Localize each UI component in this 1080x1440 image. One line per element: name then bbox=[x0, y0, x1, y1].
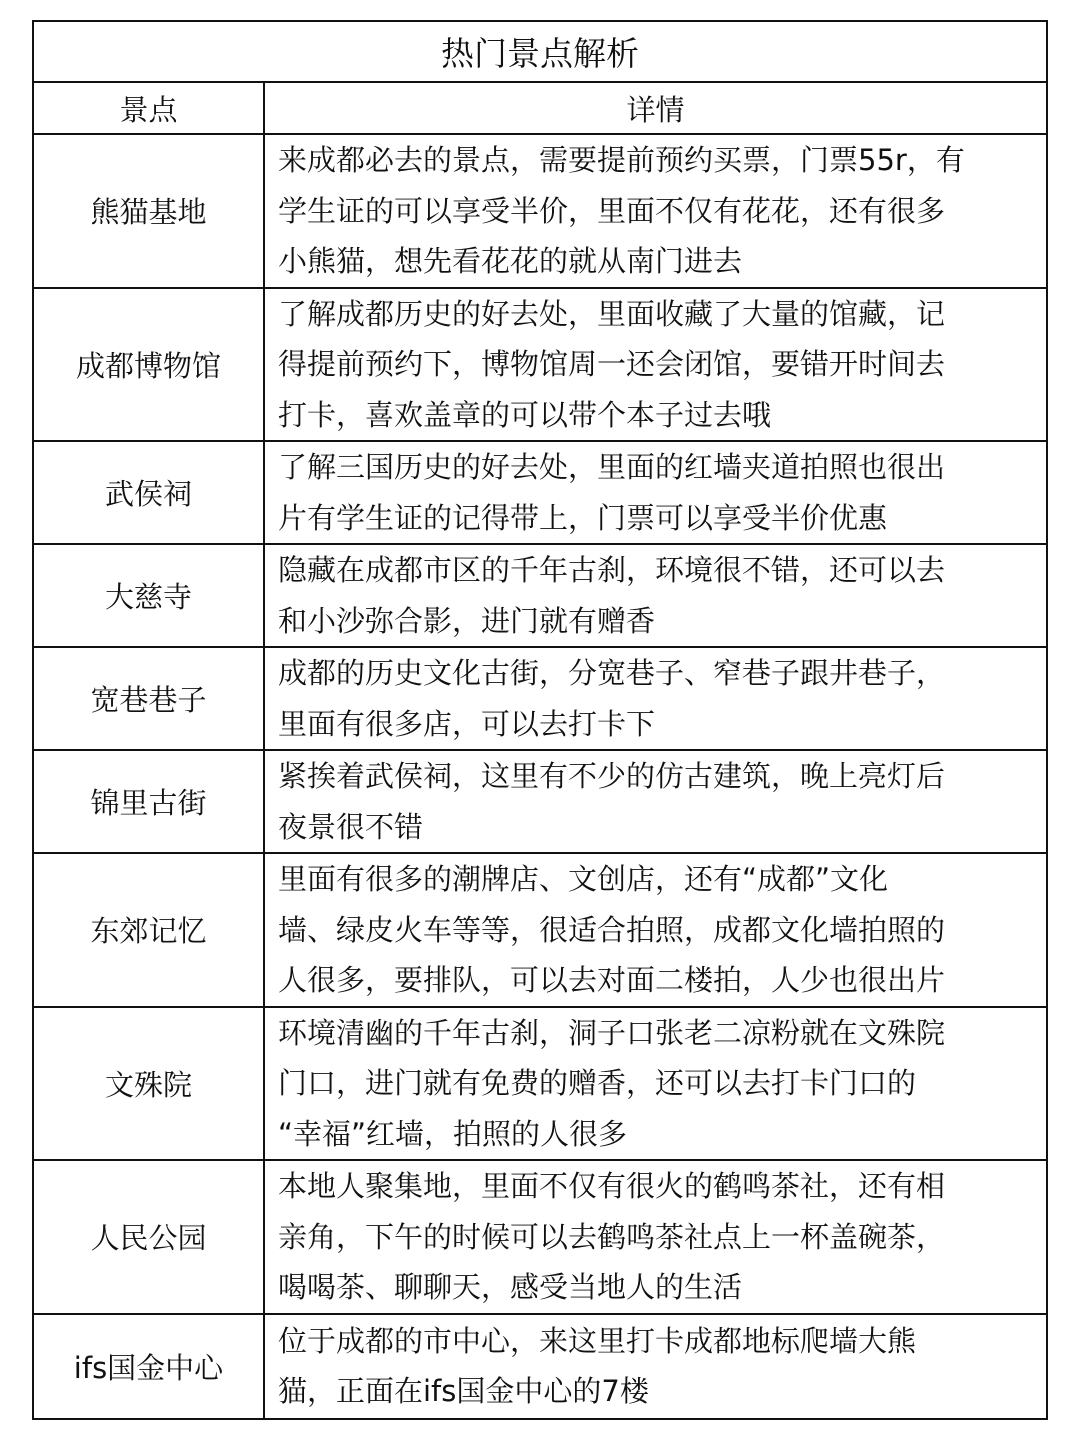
detail-line: 和小沙弥合影，进门就有赠香 bbox=[278, 603, 656, 638]
header-detail: 详情 bbox=[264, 82, 1047, 134]
attraction-detail bbox=[264, 441, 1047, 544]
table-row bbox=[33, 441, 1047, 544]
attraction-detail bbox=[264, 647, 1047, 750]
detail-line: 墙、绿皮火车等等，很适合拍照，成都文化墙拍照的 bbox=[278, 912, 946, 947]
attraction-name: 成都博物馆 bbox=[33, 288, 264, 442]
detail-line: 了解三国历史的好去处，里面的红墙夹道拍照也很出 bbox=[278, 450, 946, 484]
table-row bbox=[33, 750, 1047, 853]
attraction-name: 东郊记忆 bbox=[33, 853, 264, 1007]
detail-line: 环境清幽的千年古刹，洞子口张老二凉粉就在文殊院 bbox=[278, 1015, 946, 1050]
attraction-name: 大慈寺 bbox=[33, 544, 264, 647]
detail-line: 成都的历史文化古街，分宽巷子、窄巷子跟井巷子， bbox=[278, 656, 946, 690]
detail-line: 学生证的可以享受半价，里面不仅有花花，还有很多 bbox=[278, 193, 946, 228]
detail-line: 里面有很多的潮牌店、文创店，还有“成都”文化 bbox=[278, 862, 889, 896]
table-row bbox=[33, 1007, 1047, 1161]
detail-line: 隐藏在成都市区的千年古刹，环境很不错，还可以去 bbox=[278, 553, 946, 587]
detail-line: 里面有很多店，可以去打卡下 bbox=[278, 706, 656, 741]
detail-line: 小熊猫，想先看花花的就从南门进去 bbox=[278, 244, 743, 278]
detail-line: 位于成都的市中心，来这里打卡成都地标爬墙大熊 bbox=[278, 1323, 917, 1358]
attraction-name: 文殊院 bbox=[33, 1007, 264, 1161]
table-row bbox=[33, 134, 1047, 288]
table-row bbox=[33, 1314, 1047, 1419]
attraction-detail bbox=[264, 1007, 1047, 1161]
detail-line: 门口，进门就有免费的赠香，还可以去打卡门口的 bbox=[278, 1066, 917, 1100]
detail-line: 本地人聚集地，里面不仅有很火的鹤鸣茶社，还有相 bbox=[278, 1169, 946, 1203]
table-title: 热门景点解析 bbox=[33, 21, 1047, 82]
header-name: 景点 bbox=[33, 82, 264, 134]
detail-line: 得提前预约下，博物馆周一还会闭馆，要错开时间去 bbox=[278, 347, 946, 381]
attraction-detail bbox=[264, 134, 1047, 288]
detail-line: “幸福”红墙，拍照的人很多 bbox=[278, 1116, 628, 1151]
attraction-detail bbox=[264, 544, 1047, 647]
attraction-name: 宽巷巷子 bbox=[33, 647, 264, 750]
attraction-name: 锦里古街 bbox=[33, 750, 264, 853]
attraction-detail bbox=[264, 1314, 1047, 1419]
detail-line: 夜景很不错 bbox=[278, 809, 424, 844]
attraction-name: 熊猫基地 bbox=[33, 134, 264, 288]
attraction-name: 武侯祠 bbox=[33, 441, 264, 544]
detail-line: 了解成都历史的好去处，里面收藏了大量的馆藏，记 bbox=[278, 296, 946, 331]
attraction-detail bbox=[264, 288, 1047, 442]
detail-line: 喝喝茶、聊聊天，感受当地人的生活 bbox=[278, 1270, 743, 1304]
detail-line: 来成都必去的景点，需要提前预约买票，门票55r，有 bbox=[278, 143, 965, 177]
attractions-table bbox=[32, 20, 1048, 1420]
detail-line: 片有学生证的记得带上，门票可以享受半价优惠 bbox=[278, 500, 888, 535]
table-row bbox=[33, 288, 1047, 442]
attraction-name: ifs国金中心 bbox=[33, 1314, 264, 1419]
detail-line: 亲角，下午的时候可以去鹤鸣茶社点上一杯盖碗茶， bbox=[278, 1219, 946, 1254]
detail-line: 打卡，喜欢盖章的可以带个本子过去哦 bbox=[278, 397, 772, 432]
detail-line: 紧挨着武侯祠，这里有不少的仿古建筑，晚上亮灯后 bbox=[278, 759, 946, 793]
table-row bbox=[33, 647, 1047, 750]
detail-line: 人很多，要排队，可以去对面二楼拍，人少也很出片 bbox=[278, 963, 946, 997]
attraction-name: 人民公园 bbox=[33, 1160, 264, 1314]
title-row bbox=[33, 21, 1047, 82]
header-row bbox=[33, 82, 1047, 134]
attraction-detail bbox=[264, 853, 1047, 1007]
attraction-detail bbox=[264, 1160, 1047, 1314]
attraction-detail bbox=[264, 750, 1047, 853]
table-row bbox=[33, 544, 1047, 647]
table-row bbox=[33, 1160, 1047, 1314]
table-row bbox=[33, 853, 1047, 1007]
detail-line: 猫，正面在ifs国金中心的7楼 bbox=[278, 1374, 649, 1408]
